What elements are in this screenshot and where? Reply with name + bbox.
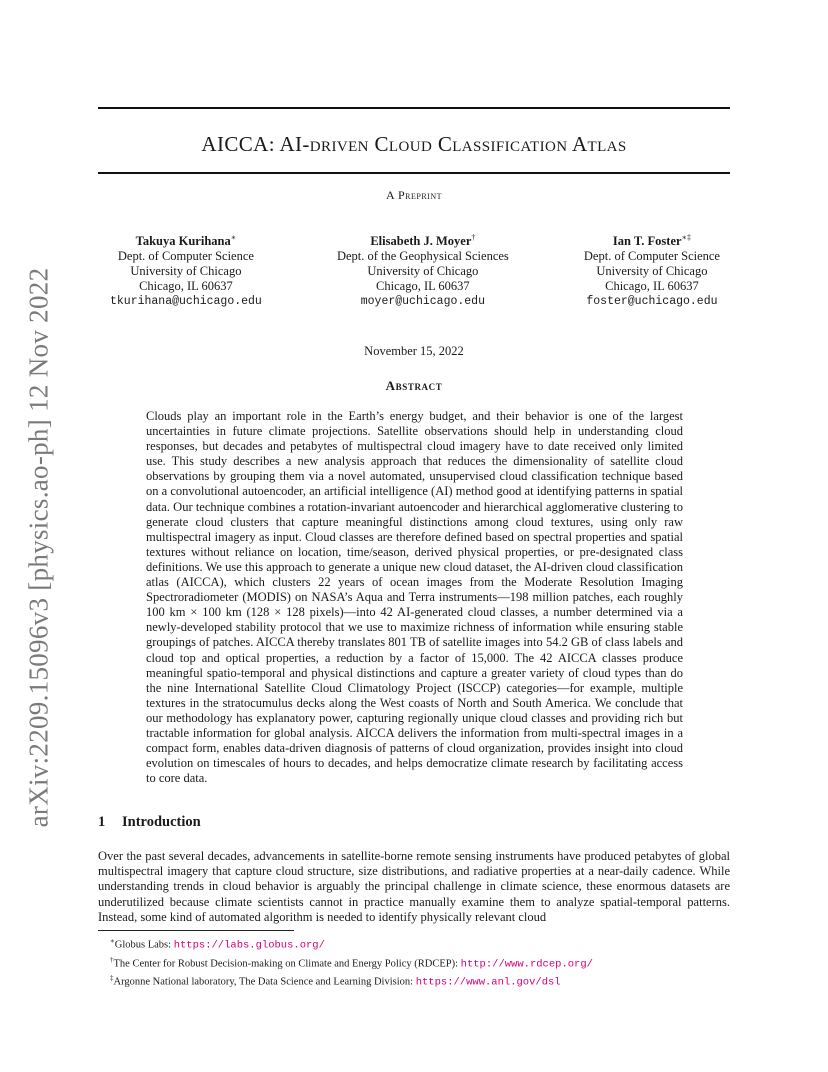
arxiv-identifier-stamp	[20, 252, 58, 842]
author-email[interactable]: foster@uchicago.edu	[586, 295, 718, 309]
abstract-heading: Abstract	[385, 378, 443, 393]
publication-date: November 15, 2022	[364, 344, 464, 358]
footnote-mark: †	[110, 955, 114, 964]
footnote-mark: ∗	[110, 937, 115, 945]
footnote	[110, 953, 730, 972]
footnote-link[interactable]: https://www.anl.gov/dsl	[415, 976, 561, 989]
author-name: Takuya Kurihana	[135, 234, 231, 249]
author-department: Dept. of Computer Science	[583, 249, 720, 264]
author-institution: University of Chicago	[367, 264, 479, 279]
introduction-text: Over the past several decades, advancements in satellite-borne remote sensing instruments have produced petabytes of global multispectral imagery that capture cloud structure, size distributions, and radiative properties at a near-daily cadence. While understanding trends in cloud behavior is arguably the principal challenge in climate science, these enormous datasets are underutilized because climate scientists cannot in practice manually examine them to analyze spatial-temporal patterns. Instead, some kind of automated algorithm is needed to identify physically relevant cloud	[98, 849, 730, 924]
author-department: Dept. of Computer Science	[117, 249, 254, 264]
author-affiliation-mark: ∗‡	[681, 233, 691, 242]
author-block	[110, 230, 262, 309]
footnote-rule	[98, 930, 294, 931]
author-institution: University of Chicago	[596, 264, 708, 279]
preprint-label: A Preprint	[385, 188, 442, 202]
author-name: Ian T. Foster	[612, 234, 682, 249]
author-city: Chicago, IL 60637	[605, 279, 699, 294]
author-city: Chicago, IL 60637	[376, 279, 470, 294]
section-title: Introduction	[122, 814, 201, 830]
footnote-text: Globus Labs:	[114, 939, 174, 951]
title-rule-top	[98, 107, 730, 109]
footnotes	[110, 934, 730, 990]
title-rule-bottom	[98, 172, 730, 174]
footnote-mark: ‡	[110, 974, 114, 982]
paper-title: AICCA: AI-driven Cloud Classification Atlas	[201, 132, 627, 156]
author-block	[337, 230, 509, 309]
section-number: 1	[98, 814, 106, 830]
abstract-text: Clouds play an important role in the Earth’s energy budget, and their behavior is one of the largest uncertainties in future climate projections. Satellite observations should help in understanding cloud responses, but decades and petabytes of multispectral cloud imagery have to date received only limited use. This study describes a new analysis approach that reduces the dimensionality of satellite cloud observations by grouping them via a novel automated, unsupervised cloud classification technique based on a convolutional autoencoder, an artificial intelligence (AI) method good at identifying patterns in spatial data. Our technique combines a rotation-invariant autoencoder and hierarchical agglomerative clustering to generate cloud clusters that capture meaningful distinctions among cloud textures, using only raw multispectral imagery as input. Cloud classes are therefore defined based on spectral properties and spatial textures without reliance on location, time/season, derived physical properties, or pre-designated class definitions. We use this approach to generate a unique new cloud dataset, the AI-driven cloud classification atlas (AICCA), which clusters 22 years of ocean images from the Moderate Resolution Imaging Spectroradiometer (MODIS) on NASA’s Aqua and Terra instruments—198 million patches, each roughly 100 km × 100 km (128 × 128 pixels)—into 42 AI-generated cloud classes, a number determined via a newly-developed stability protocol that we use to maximize richness of information while ensuring stable groupings of patches. AICCA thereby translates 801 TB of satellite images into 54.2 GB of class labels and cloud top and optical properties, a reduction by a factor of 15,000. The 42 AICCA classes produce meaningful spatio-temporal and physical distinctions and capture a greater variety of cloud types than do the nine International Satellite Cloud Climatology Project (ISCCP) categories—for example, multiple textures in the stratocumulus decks along the West coasts of North and South America. We conclude that our methodology has explanatory power, capturing regionally unique cloud classes and providing rich but tractable information for global analysis. AICCA delivers the information from multi-spectral images in a compact form, enables data-driven diagnosis of patterns of cloud organization, provides insight into cloud evolution on timescales of hours to decades, and helps democratize climate research by facilitating access to core data.	[146, 409, 683, 786]
author-list	[110, 230, 720, 309]
author-affiliation-mark: ∗	[230, 233, 237, 242]
footnote-link[interactable]: http://www.rdcep.org/	[460, 958, 593, 970]
footnote-text: Argonne National laboratory, The Data Science and Learning Division:	[113, 976, 416, 988]
author-name: Elisabeth J. Moyer	[370, 234, 472, 249]
author-department: Dept. of the Geophysical Sciences	[336, 249, 509, 264]
footnote-text: The Center for Robust Decision-making on Climate and Energy Policy (RDCEP):	[113, 958, 461, 969]
author-block	[584, 230, 720, 309]
footnote-link[interactable]: https://labs.globus.org/	[173, 939, 325, 952]
footnote	[110, 971, 730, 990]
author-email[interactable]: tkurihana@uchicago.edu	[110, 295, 262, 309]
section-heading	[98, 814, 730, 831]
footnote	[110, 934, 730, 953]
author-affiliation-mark: †	[471, 233, 476, 242]
arxiv-identifier: arXiv:2209.15096v3 [physics.ao-ph] 12 Nov 2022	[23, 267, 54, 827]
author-institution: University of Chicago	[130, 264, 242, 279]
author-email[interactable]: moyer@uchicago.edu	[360, 295, 485, 309]
author-city: Chicago, IL 60637	[139, 279, 233, 294]
